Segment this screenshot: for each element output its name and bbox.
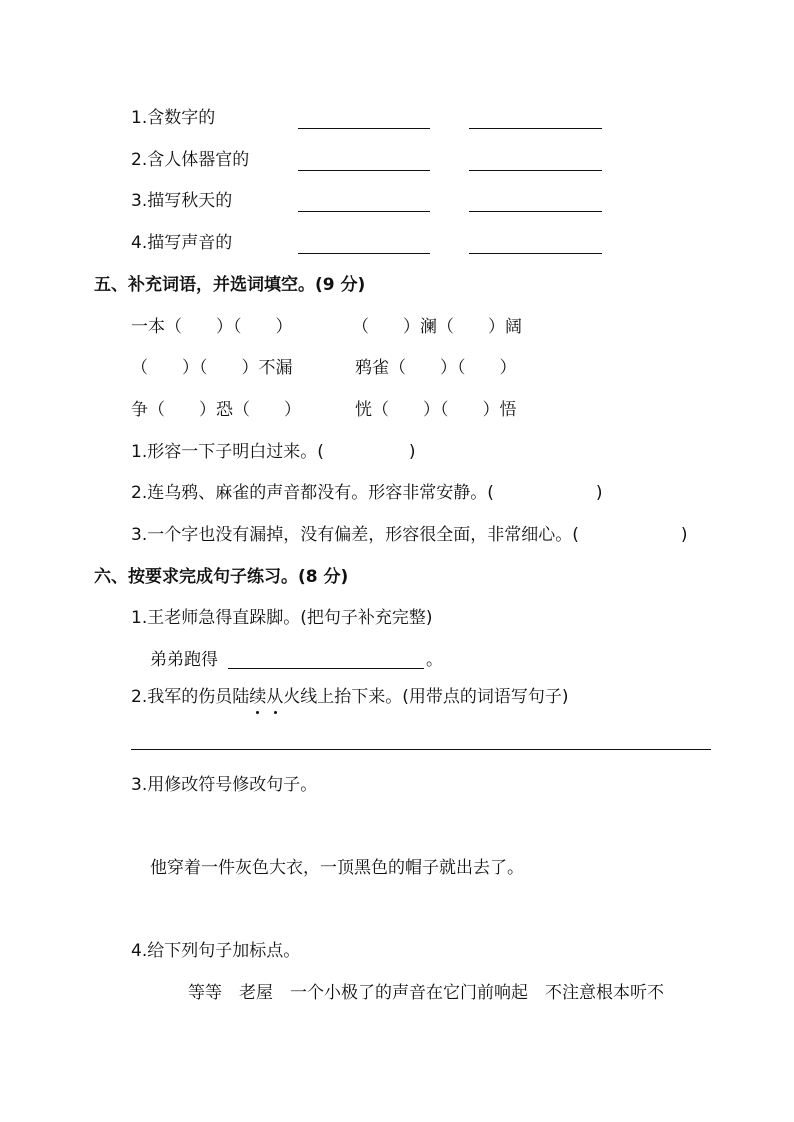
- answer-line[interactable]: [131, 749, 711, 750]
- section-heading: 五、补充词语，并选词填空。(9 分): [94, 275, 366, 295]
- emphasis-dot: [274, 711, 277, 714]
- sentence-end: 。: [426, 650, 443, 670]
- answer-blank[interactable]: [298, 253, 430, 254]
- emphasis-dot: [256, 711, 259, 714]
- answer-blank[interactable]: [228, 668, 424, 669]
- category-label: 3.描写秋天的: [131, 191, 233, 211]
- sentence-to-edit: 他穿着一件灰色大衣，一顶黑色的帽子就出去了。: [150, 858, 524, 878]
- answer-blank[interactable]: [469, 170, 602, 171]
- question-prompt: 4.给下列句子加标点。: [131, 941, 301, 961]
- answer-blank[interactable]: [298, 170, 430, 171]
- fill-question: 2.连乌鸦、麻雀的声音都没有。形容非常安静。( ): [131, 483, 603, 503]
- category-label: 2.含人体器官的: [131, 150, 250, 170]
- answer-blank[interactable]: [298, 128, 430, 129]
- idiom-item: （ ）澜（ ）阔: [352, 317, 522, 337]
- sentence-stem: 弟弟跑得: [150, 650, 218, 670]
- answer-blank[interactable]: [469, 128, 602, 129]
- fill-question: 1.形容一下子明白过来。( ): [131, 442, 416, 462]
- category-label: 1.含数字的: [131, 108, 216, 128]
- fill-question: 3.一个字也没有漏掉，没有偏差，形容很全面，非常细心。( ): [131, 525, 688, 545]
- idiom-item: 鸦雀（ ）（ ）: [355, 358, 517, 378]
- question-prompt: 2.我军的伤员陆续从火线上抬下来。(用带点的词语写句子): [131, 687, 569, 707]
- section-heading: 六、按要求完成句子练习。(8 分): [94, 567, 349, 587]
- question-prompt: 1.王老师急得直跺脚。(把句子补充完整): [131, 608, 433, 628]
- idiom-item: 恍（ ）（ ）悟: [355, 400, 517, 420]
- idiom-item: 一本（ ）（ ）: [131, 317, 293, 337]
- idiom-item: （ ）（ ）不漏: [131, 358, 293, 378]
- sentence-to-punctuate: 等等 老屋 一个小极了的声音在它门前响起 不注意根本听不: [188, 983, 664, 1003]
- answer-blank[interactable]: [469, 211, 602, 212]
- answer-blank[interactable]: [469, 253, 602, 254]
- category-label: 4.描写声音的: [131, 233, 233, 253]
- question-prompt: 3.用修改符号修改句子。: [131, 775, 318, 795]
- answer-blank[interactable]: [298, 211, 430, 212]
- idiom-item: 争（ ）恐（ ）: [131, 400, 301, 420]
